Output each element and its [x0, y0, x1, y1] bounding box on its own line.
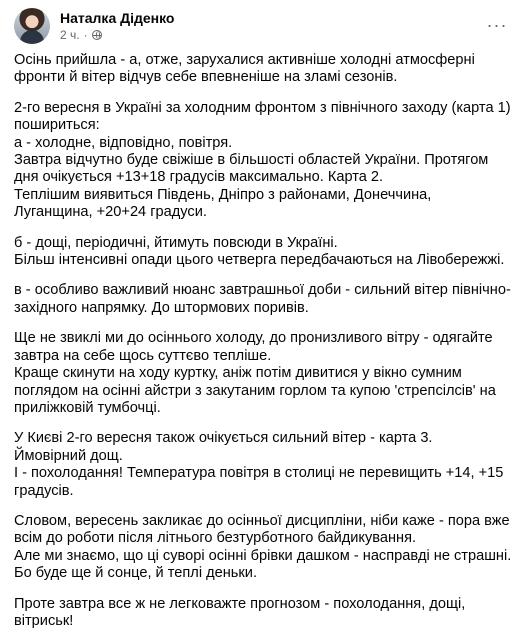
- post-time[interactable]: 2 ч.: [60, 28, 80, 42]
- meta-separator: ·: [83, 28, 88, 42]
- paragraph-7: Словом, вересень закликає до осінньої дисципліни, ніби каже - пора вже всім до роботи після літнього безтурботного байдикування. Але ми знаємо, що ці суворі осінні брівки дашком - насправді не страшні. Бо буде ще й сонце, й теплі деньки.: [14, 512, 512, 582]
- paragraph-6: У Києві 2-го вересня також очікується сильний вітер - карта 3. Ймовірний дощ. І - похолодання! Температура повітря в столиці не перевищить +14, +15 градусів.: [14, 430, 504, 499]
- post-header: [14, 8, 512, 44]
- avatar[interactable]: [14, 8, 50, 44]
- paragraph-3: б - дощі, періодичні, йтимуть повсюди в Україні. Більш інтенсивні опади цього четверга передбачаються на Лівобережжі.: [14, 234, 505, 269]
- paragraph-8: Проте завтра все ж не легковажте прогнозом - похолодання, дощі, вітриськ!: [14, 595, 466, 629]
- author-name[interactable]: Наталка Діденко: [60, 10, 175, 26]
- post-text: [14, 52, 512, 643]
- paragraph-2: 2-го вересня в Україні за холодним фронтом з північного заходу (карта 1) пошириться: а - холодне, відповідно, повітря. Завтра відчутно буде свіжіше в більшості областей України. Протягом дня очікується +13+18 градусів максимально. Карта 2. Теплішим виявиться Південь, Дніпро з районами, Донеччина, Луганщина, +20+24 градуси.: [14, 99, 511, 221]
- paragraph-1: Осінь прийшла - а, отже, зарухалися активніше холодні атмосферні фронти й вітер відчув себе впевненіше на зламі сезонів.: [14, 52, 475, 86]
- more-options-button[interactable]: ···: [486, 14, 508, 35]
- globe-icon: [92, 30, 102, 40]
- paragraph-4: в - особливо важливий нюанс завтрашньої доби - сильний вітер північно-західного напрямку. До штормових поривів.: [14, 282, 511, 316]
- paragraph-5: Ще не звиклі ми до осіннього холоду, до пронизливого вітру - одягайте завтра на себе щось суттєво тепліше. Краще скинути на ходу куртку, аніж потім дивитися у вікно сумним поглядом на осінні айстри з закутаним горлом та купою 'стрепсілсів' на приліжковій тумбочці.: [14, 330, 496, 416]
- post-meta: [60, 28, 102, 42]
